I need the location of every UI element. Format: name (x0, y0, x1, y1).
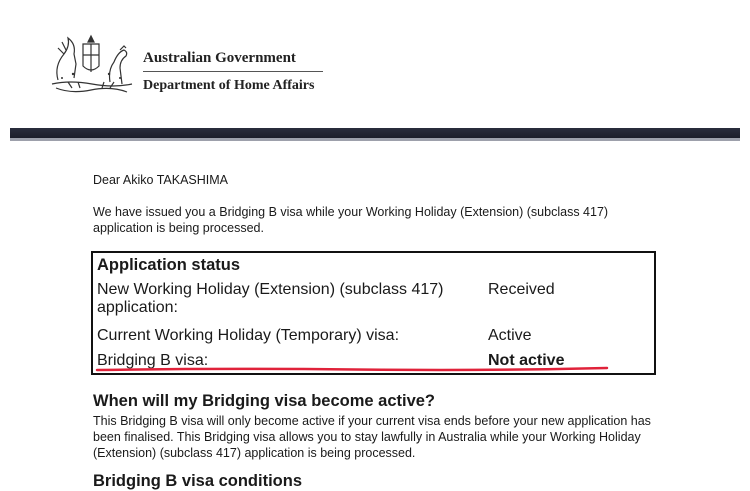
coat-of-arms-icon (48, 30, 134, 100)
status-row-value: Received (488, 281, 555, 298)
government-name: Australian Government (143, 50, 296, 66)
status-row-value: Not active (488, 352, 565, 369)
header-band-shadow (10, 138, 740, 141)
salutation: Dear Akiko TAKASHIMA (93, 173, 228, 187)
header-band (10, 128, 740, 138)
application-status-box (91, 251, 656, 375)
next-section-heading: Bridging B visa conditions (93, 472, 303, 490)
section-heading: When will my Bridging visa become active? (93, 392, 436, 410)
highlight-underline (95, 365, 610, 373)
section-body: This Bridging B visa will only become active if your current visa ends before your new application has been finalised. This Bridging visa allows you to stay lawfully in Australia while your Working Holiday (Extension) (subclass 417) application is being processed. (93, 414, 651, 460)
status-row-label: Bridging B visa: (97, 352, 209, 369)
department-name: Department of Home Affairs (143, 78, 315, 93)
status-row-label: New Working Holiday (Extension) (subclass 417) application: (97, 281, 444, 316)
status-row-label: Current Working Holiday (Temporary) visa: (97, 327, 400, 344)
intro-paragraph: We have issued you a Bridging B visa while your Working Holiday (Extension) (subclass 417) application is being processed. (93, 205, 609, 235)
status-row-value: Active (488, 327, 532, 344)
status-title: Application status (97, 256, 241, 274)
header-divider (143, 71, 323, 72)
